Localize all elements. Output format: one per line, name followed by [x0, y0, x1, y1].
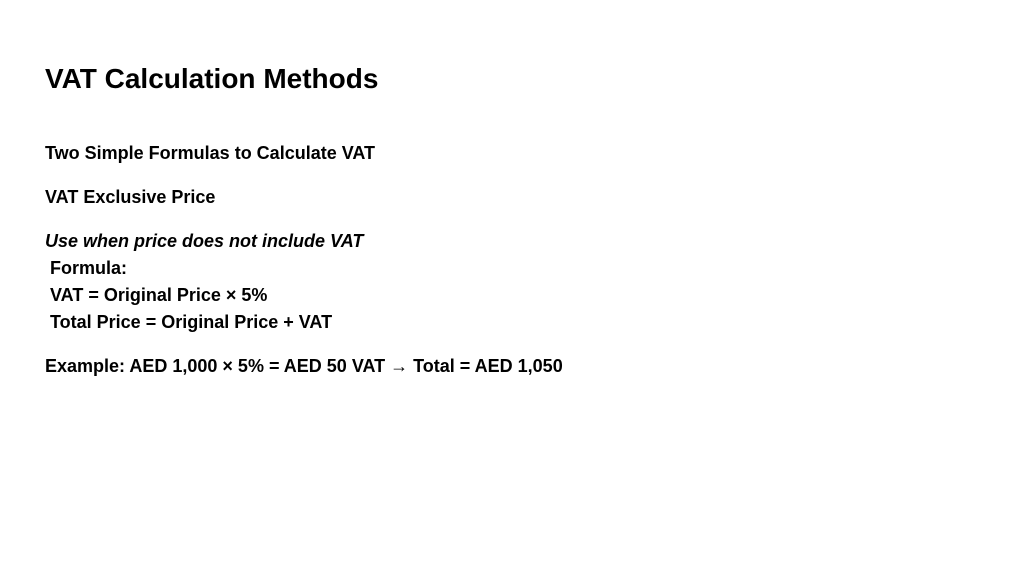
- example-text: Example: AED 1,000 × 5% = AED 50 VAT → Total = AED 1,050: [45, 356, 563, 376]
- formula-label: Formula:: [50, 258, 128, 278]
- usage-note: Use when price does not include VAT: [45, 231, 364, 251]
- subtitle: Two Simple Formulas to Calculate VAT: [45, 143, 376, 163]
- slide-body: [45, 140, 985, 380]
- formula-total: Total Price = Original Price + VAT: [50, 312, 333, 332]
- slide-title: VAT Calculation Methods: [45, 63, 379, 94]
- formula-vat: VAT = Original Price × 5%: [50, 285, 268, 305]
- section-heading: VAT Exclusive Price: [45, 187, 216, 207]
